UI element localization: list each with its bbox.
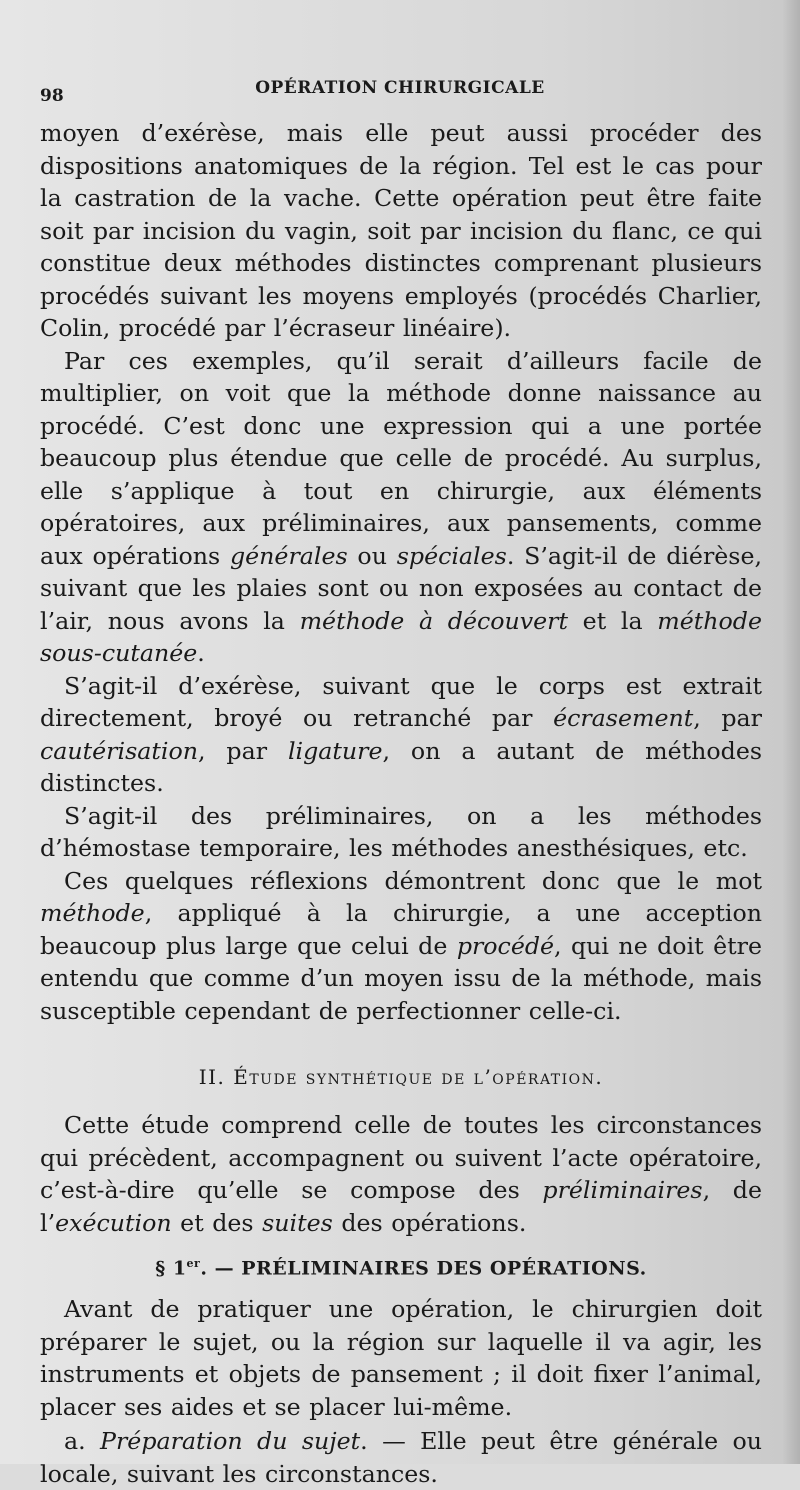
- section-paragraph-italic-execution: exécution: [55, 1208, 172, 1237]
- section-paragraph-italic-preliminaires: préliminaires: [542, 1176, 703, 1204]
- paragraph-3-text-3: , par: [197, 736, 288, 765]
- paragraph-2-italic-speciales: spéciales: [396, 541, 507, 570]
- subsection-prefix: § 1: [155, 1257, 187, 1280]
- paragraph-2-text-4: et la: [568, 606, 658, 635]
- paragraph-3: [40, 670, 762, 800]
- final-paragraph: [40, 1425, 762, 1490]
- paragraph-1: [40, 117, 762, 345]
- paragraph-5-text-3: , qui ne doit être entendu que comme d’un moyen issu de la méthode, mais susceptible cependant de perfectionner celle-ci.: [40, 931, 762, 1025]
- paragraph-5-italic-methode: méthode: [40, 899, 145, 927]
- subsection-paragraph: [40, 1293, 762, 1423]
- section-paragraph-text-2: , de l’: [40, 1176, 762, 1237]
- page-number: 98: [40, 86, 64, 106]
- paragraph-2-italic-generales: générales: [229, 541, 348, 570]
- section-paragraph-text-3: et des: [171, 1208, 263, 1237]
- paragraph-2-italic-methode-sous-cutanee: méthode sous-cutanée: [40, 606, 762, 667]
- paragraph-3-text-4: , on a autant de méthodes distinctes.: [40, 736, 762, 797]
- section-paragraph: [40, 1109, 762, 1239]
- paragraph-5-text-2: , appliqué à la chirurgie, a une acception beaucoup plus large que celui de: [40, 899, 762, 960]
- final-paragraph-italic-preparation: Préparation du sujet: [100, 1427, 361, 1456]
- subsection-title: . — PRÉLIMINAIRES DES OPÉRATIONS.: [200, 1257, 647, 1280]
- paragraph-2-text-3: . S’agit-il de diérèse, suivant que les plaies sont ou non exposées au contact de l’air, nous avons la: [40, 541, 762, 635]
- section-heading: II. Étude synthétique de l’opération.: [198, 1065, 604, 1089]
- paragraph-4: [40, 800, 762, 865]
- paragraph-5-italic-procede: procédé: [456, 931, 555, 960]
- paragraph-5: [40, 865, 762, 1028]
- paragraph-2-text-5: .: [197, 639, 205, 667]
- subsection-heading: [40, 1257, 762, 1279]
- paragraph-1-text: moyen d’exérèse, mais elle peut aussi procéder des dispositions anatomiques de la région. Tel est le cas pour la castration de la vache. Cette opération peut être faite soit par incision du vagin, soit par incision du flanc, ce qui constitue deux méthodes distinctes comprenant plusieurs procédés suivant les moyens employés (procédés Charlier, Colin, procédé par l’écraseur linéaire).: [40, 119, 762, 342]
- section-paragraph-text-4: des opérations.: [332, 1208, 527, 1237]
- page-body: [40, 117, 762, 1490]
- paragraph-5-text-1: Ces quelques réflexions démontrent donc que le mot: [64, 866, 762, 895]
- subsection-paragraph-text: Avant de pratiquer une opération, le chirurgien doit préparer le sujet, ou la région sur laquelle il va agir, les instruments et objets de pansement ; il doit fixer l’animal, placer ses aides et se placer lui-même.: [40, 1295, 762, 1421]
- paragraph-3-text-2: , par: [693, 704, 762, 732]
- final-paragraph-text-1: a.: [64, 1427, 101, 1456]
- page-header: [40, 78, 760, 108]
- paragraph-3-italic-ligature: ligature: [287, 736, 383, 765]
- paragraph-2: [40, 345, 762, 670]
- paragraph-3-italic-ecrasement: écrasement: [553, 704, 694, 732]
- paragraph-4-text: S’agit-il des préliminaires, on a les méthodes d’hémostase temporaire, les méthodes anesthésiques, etc.: [40, 801, 762, 862]
- running-title: OPÉRATION CHIRURGICALE: [255, 78, 545, 98]
- paragraph-2-italic-methode-decouvert: méthode à découvert: [299, 606, 568, 635]
- section-paragraph-text-1: Cette étude comprend celle de toutes les circonstances qui précèdent, accompagnent ou suivent l’acte opératoire, c’est-à-dire qu’elle se compose des: [40, 1111, 762, 1204]
- paragraph-3-italic-cauterisation: cautérisation: [40, 736, 198, 765]
- page-edge-shadow: [782, 0, 800, 1464]
- final-paragraph-text-2: . — Elle peut être générale ou locale, suivant les circonstances.: [40, 1427, 762, 1488]
- subsection-superscript: er: [186, 1257, 201, 1270]
- paragraph-3-text-1: S’agit-il d’exérèse, suivant que le corps est extrait directement, broyé ou retranché par: [40, 671, 762, 732]
- paragraph-2-text-2: ou: [347, 541, 397, 570]
- paragraph-2-text-1: Par ces exemples, qu’il serait d’ailleurs facile de multiplier, on voit que la méthode donne naissance au procédé. C’est donc une expression qui a une portée beaucoup plus étendue que celle de procédé. Au surplus, elle s’applique à tout en chirurgie, aux éléments opératoires, aux préliminaires, aux pansements, comme aux opérations: [40, 346, 762, 570]
- section-paragraph-italic-suites: suites: [262, 1208, 333, 1237]
